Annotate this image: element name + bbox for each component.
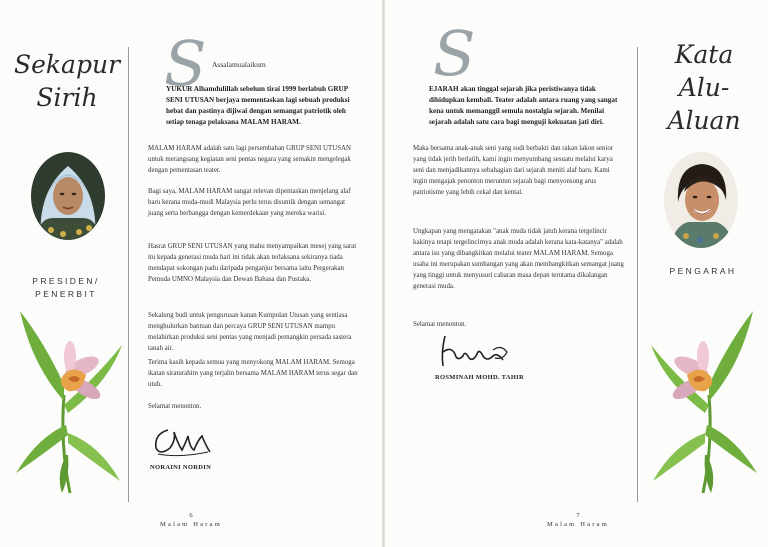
orchid-illustration-left <box>12 305 130 495</box>
divider-line <box>637 47 638 502</box>
director-portrait <box>664 152 738 248</box>
right-page-title: Kata Alu- Aluan <box>667 40 741 135</box>
drop-cap: S <box>164 27 207 100</box>
paragraph-3: Hasrat GRUP SENI UTUSAN yang mahu menyampaikan mesej yang sarat itu kepada generasi muda hari ini tidak akan terlaksana sekiranya tiada mendapat sokongan padu daripada penganjur bersama iaitu Pergerakan Pemuda UMNO Malaysia dan Dewan Bahasa dan Pustaka. <box>148 243 357 283</box>
paragraph-3: Selamat menonton. <box>413 321 467 328</box>
page-number: 7 <box>576 512 580 519</box>
drop-cap: S <box>433 17 476 90</box>
president-role: PRESIDEN/ PENERBIT <box>32 276 100 299</box>
greeting: Assalamualaikum <box>212 60 266 69</box>
paragraph-2: Bagi saya, MALAM HARAM sangat relevan dipentaskan menjelang alaf baru kerana muda-mudi Malaysia perlu terus disuntik dengan semangat juang serta berbangga dengan kemerdekaan yang mereka warisi. <box>148 188 351 217</box>
page-number: 6 <box>189 512 193 519</box>
lead-paragraph: YUKUR Alhamdulillah sebelum tirai 1999 berlabuh GRUP SENI UTUSAN berjaya mementaskan lagi sebuah produksi hebat dan pastinya dijiwai dengan semangat patriotik oleh setiap tenaga pelaksana MALAM HARAM. <box>166 85 350 126</box>
signer-name: NORAINI NORDIN <box>150 464 212 471</box>
paragraph-6: Selamat menonton. <box>148 403 202 410</box>
signature-image <box>150 422 220 460</box>
paragraph-4: Sekalung budi untuk pengurusan kanan Kumpulan Utusan yang sentiasa menghulurkan bantuan dan percaya GRUP SENI UTUSAN mampu melahirkan produksi seni pentas yang menjadi pemangkin persada sastera tanah air. <box>148 312 352 352</box>
director-role: PENGARAH <box>669 266 737 276</box>
lead-paragraph: EJARAH akan tinggal sejarah jika peristiwanya tidak dihidupkan kembali. Teater adalah antara ruang yang sangat kena untuk memanggil semula nostalgia sejarah. Menilai sejarah adalah satu cara bagi menguji kekuatan jati diri. <box>429 85 618 126</box>
left-page-title: Sekapur Sirih <box>13 50 121 112</box>
divider-line <box>128 47 129 502</box>
signature-image <box>433 332 513 372</box>
right-page <box>385 0 768 547</box>
paragraph-5: Terima kasih kepada semua yang menyokong MALAM HARAM. Semoga ikatan siraturahim yang terjalin bersama MALAM HARAM terus segar dan utuh. <box>148 359 358 388</box>
page-footer: Malam Haram <box>160 521 222 528</box>
paragraph-2: Ungkapan yang mengatakan "anak muda tidak jatuh kerana tergelincir kakinya tetapi tergelincirnya anak muda adalah kerana kata-katanya" adalah antara isu yang dibangkitkan melalui teater MALAM HARAM. Semoga usaha ini merupakan sumbangan yang akan membangkitkan semangat juang yang tinggi untuk menyusuri cabaran masa depan terutama dikalangan generasi muda. <box>413 228 624 290</box>
signer-name: ROSMINAH MOHD. TAHIR <box>435 374 524 381</box>
page-footer: Malam Haram <box>547 521 609 528</box>
president-portrait <box>31 152 105 240</box>
paragraph-1: Maka bersama anak-anak seni yang sudi berbakti dan rakan lakon senior yang tidak jerih berlatih, kami ingin menyumbang sesuatu melalui karya seni dan menjadikannya sebahagian dari sejarah meniti alaf baru. Kami ingin mengajak penonton meruntun sejarah bagi menyonsong arus patriotisme yang lebih cekal dan kental. <box>413 145 614 196</box>
orchid-illustration-right <box>643 305 761 495</box>
paragraph-1: MALAM HARAM adalah satu lagi persembahan GRUP SENI UTUSAN untuk merangsang kegiatan seni pentas negara yang semakin mengelegak dengan pementasan teater. <box>148 145 351 174</box>
left-page <box>0 0 383 547</box>
